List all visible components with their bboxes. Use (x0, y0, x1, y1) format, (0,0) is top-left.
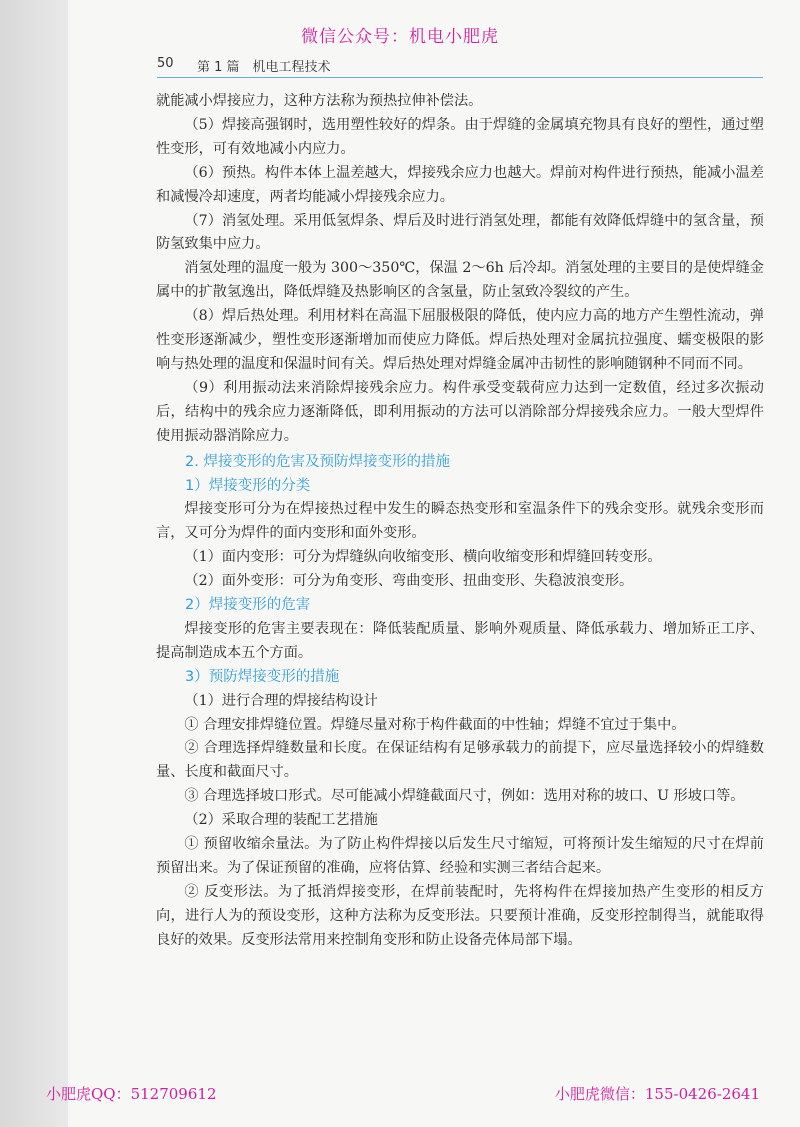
paragraph-dehydrogen-detail: 消氢处理的温度一般为 300～350℃，保温 2～6h 后冷却。消氢处理的主要目的是使焊缝金属中的扩散氢逸出，降低焊缝及热影响区的含氢量，防止氢致冷裂纹的产生。 (156, 260, 764, 301)
footer-qq: 小肥虎QQ：512709612 (46, 1085, 217, 1103)
paragraph: ① 合理安排焊缝位置。焊缝尽量对称于构件截面的中性轴；焊缝不宜过于集中。 (184, 716, 686, 733)
page-body (156, 90, 764, 953)
paragraph-item-5: （5）焊接高强钢时，选用塑性较好的焊条。由于焊缝的金属填充物具有良好的塑性，通过塑性变形，可有效地减小内应力。 (156, 116, 764, 157)
paragraph: 焊接变形可分为在焊接热过程中发生的瞬态热变形和室温条件下的残余变形。就残余变形而言，又可分为焊件的面内变形和面外变形。 (156, 501, 764, 542)
page-number: 50 (157, 56, 174, 71)
footer-wechat: 小肥虎微信：155-0426-2641 (554, 1085, 760, 1103)
paragraph: （2）采取合理的装配工艺措施 (184, 812, 378, 829)
running-header (157, 56, 763, 76)
section-heading: 2. 焊接变形的危害及预防焊接变形的措施 (185, 453, 450, 470)
paragraph: 焊接变形的危害主要表现在：降低装配质量、影响外观质量、降低承载力、增加矫正工序、提高制造成本五个方面。 (156, 620, 764, 661)
subsection-heading-prevention: 3）预防焊接变形的措施 (185, 668, 340, 685)
page-gutter-shadow (0, 0, 68, 1127)
paragraph: （1）进行合理的焊接结构设计 (184, 692, 378, 709)
paragraph: ③ 合理选择坡口形式。尽可能减小焊缝截面尺寸，例如：选用对称的坡口、U 形坡口等。 (184, 788, 745, 805)
paragraph-item-7: （7）消氢处理。采用低氢焊条、焊后及时进行消氢处理，都能有效降低焊缝中的氢含量，预防氢致集中应力。 (156, 212, 764, 253)
subsection-heading-classification: 1）焊接变形的分类 (185, 477, 311, 494)
paragraph: ② 反变形法。为了抵消焊接变形，在焊前装配时，先将构件在焊接加热产生变形的相反方向，进行人为的预设变形，这种方法称为反变形法。只要预计准确，反变形控制得当，就能取得良好的效果。反变形法常用来控制角变形和防止设备壳体局部下塌。 (156, 883, 764, 948)
paragraph-item-8: （8）焊后热处理。利用材料在高温下屈服极限的降低，使内应力高的地方产生塑性流动，弹性变形逐渐减少，塑性变形逐渐增加而使应力降低。焊后热处理对金属抗拉强度、蠕变极限的影响与热处理的温度和保温时间有关。焊后热处理对焊缝金属冲击韧性的影响随钢种不同而不同。 (156, 308, 764, 372)
paragraph-item-9: （9）利用振动法来消除焊接残余应力。构件承受变载荷应力达到一定数值，经过多次振动后，结构中的残余应力逐渐降低，即利用振动的方法可以消除部分焊接残余应力。一般大型焊件使用振动器消除应力。 (156, 379, 764, 444)
paragraph-continuation: 就能减小焊接应力，这种方法称为预热拉伸补偿法。 (156, 93, 483, 109)
paragraph: （1）面内变形：可分为焊缝纵向收缩变形、横向收缩变形和焊缝回转变形。 (184, 549, 662, 566)
paragraph-item-6: （6）预热。构件本体上温差越大，焊接残余应力也越大。焊前对构件进行预热，能减小温差和减慢冷却速度，两者均能减小焊接残余应力。 (156, 164, 764, 205)
paragraph: （2）面外变形：可分为角变形、弯曲变形、扭曲变形、失稳波浪变形。 (184, 573, 634, 590)
part-title: 第 1 篇 机电工程技术 (197, 60, 331, 75)
paragraph: ① 预留收缩余量法。为了防止构件焊接以后发生尺寸缩短，可将预计发生缩短的尺寸在焊前预留出来。为了保证预留的准确，应将估算、经验和实测三者结合起来。 (156, 836, 764, 876)
paragraph: ② 合理选择焊缝数量和长度。在保证结构有足够承载力的前提下，应尽量选择较小的焊缝数量、长度和截面尺寸。 (156, 740, 764, 781)
watermark-top: 微信公众号：机电小肥虎 (301, 27, 499, 47)
header-rule (157, 77, 763, 78)
subsection-heading-hazards: 2）焊接变形的危害 (185, 597, 311, 614)
